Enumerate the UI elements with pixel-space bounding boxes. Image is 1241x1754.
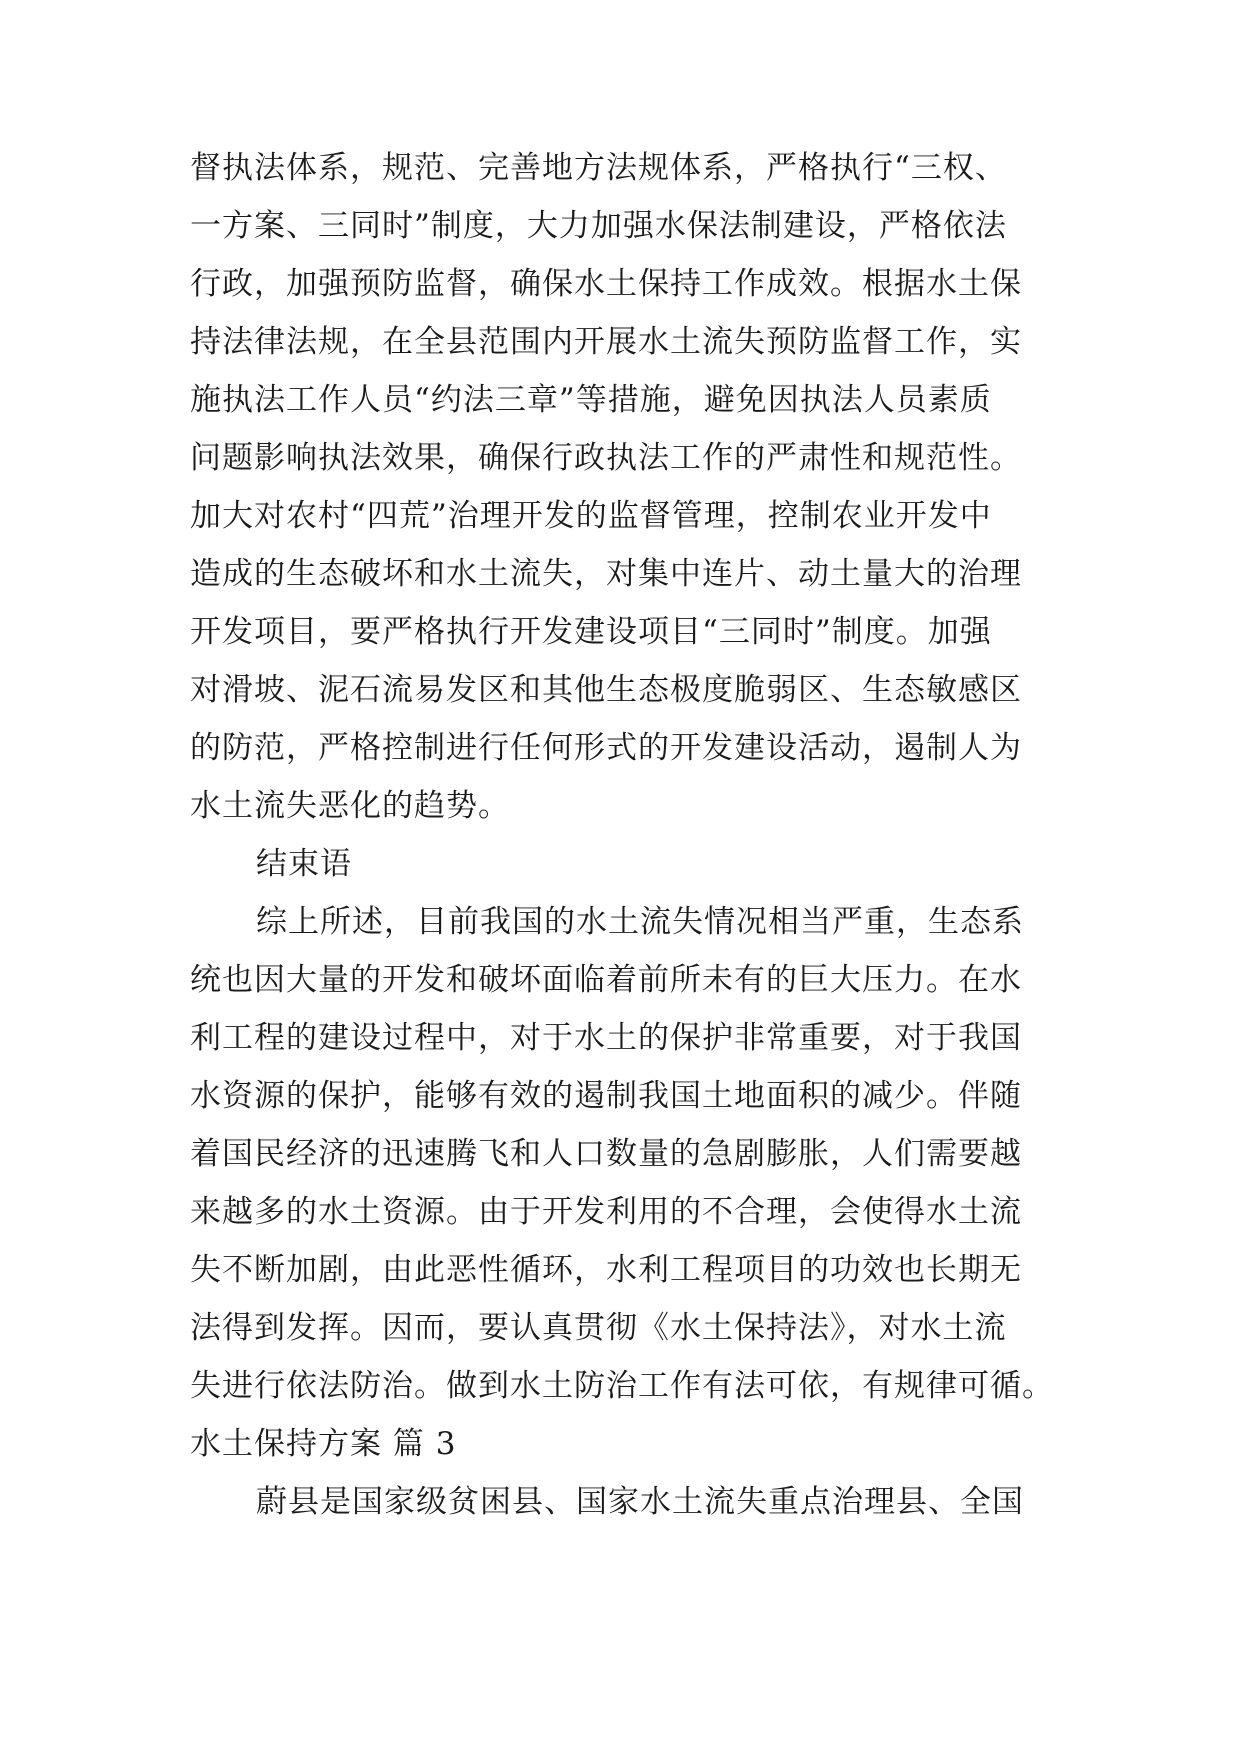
text-line: 失不断加剧，由此恶性循环，水利工程项目的功效也长期无 bbox=[190, 1252, 1022, 1288]
text-line: 统也因大量的开发和破坏面临着前所未有的巨大压力。在水 bbox=[190, 962, 1022, 998]
text-line: 蔚县是国家级贫困县、国家水土流失重点治理县、全国 bbox=[256, 1484, 1024, 1520]
text-line: 着国民经济的迅速腾飞和人口数量的急剧膨胀，人们需要越 bbox=[190, 1136, 1022, 1172]
text-line: 利工程的建设过程中，对于水土的保护非常重要，对于我国 bbox=[190, 1020, 1022, 1056]
text-line: 施执法工作人员“约法三章”等措施，避免因执法人员素质 bbox=[190, 382, 992, 418]
text-line: 水资源的保护，能够有效的遏制我国土地面积的减少。伴随 bbox=[190, 1078, 1022, 1114]
text-line: 法得到发挥。因而，要认真贯彻《水土保持法》，对水土流 bbox=[190, 1310, 1007, 1346]
text-line: 综上所述，目前我国的水土流失情况相当严重，生态系 bbox=[256, 904, 1024, 940]
text-line: 水土流失恶化的趋势。 bbox=[190, 788, 510, 824]
text-line: 一方案、三同时”制度，大力加强水保法制建设，严格依法 bbox=[190, 208, 1007, 244]
text-line: 开发项目，要严格执行开发建设项目“三同时”制度。加强 bbox=[190, 614, 992, 650]
text-line: 的防范，严格控制进行任何形式的开发建设活动，遏制人为 bbox=[190, 730, 1022, 766]
text-line: 持法律法规，在全县范围内开展水土流失预防监督工作，实 bbox=[190, 324, 1022, 360]
section-title: 水土保持方案 篇 3 bbox=[190, 1426, 457, 1462]
text-line: 行政，加强预防监督，确保水土保持工作成效。根据水土保 bbox=[190, 266, 1022, 302]
text-line: 问题影响执法效果，确保行政执法工作的严肃性和规范性。 bbox=[190, 440, 1022, 476]
text-line: 督执法体系，规范、完善地方法规体系，严格执行“三权、 bbox=[190, 150, 1007, 186]
section-heading: 结束语 bbox=[256, 846, 352, 882]
text-line: 来越多的水土资源。由于开发利用的不合理，会使得水土流 bbox=[190, 1194, 1022, 1230]
text-line: 对滑坡、泥石流易发区和其他生态极度脆弱区、生态敏感区 bbox=[190, 672, 1022, 708]
text-line: 加大对农村“四荒”治理开发的监督管理，控制农业开发中 bbox=[190, 498, 992, 534]
text-line: 失进行依法防治。做到水土防治工作有法可依，有规律可循。 bbox=[190, 1368, 1054, 1404]
text-line: 造成的生态破坏和水土流失，对集中连片、动土量大的治理 bbox=[190, 556, 1022, 592]
